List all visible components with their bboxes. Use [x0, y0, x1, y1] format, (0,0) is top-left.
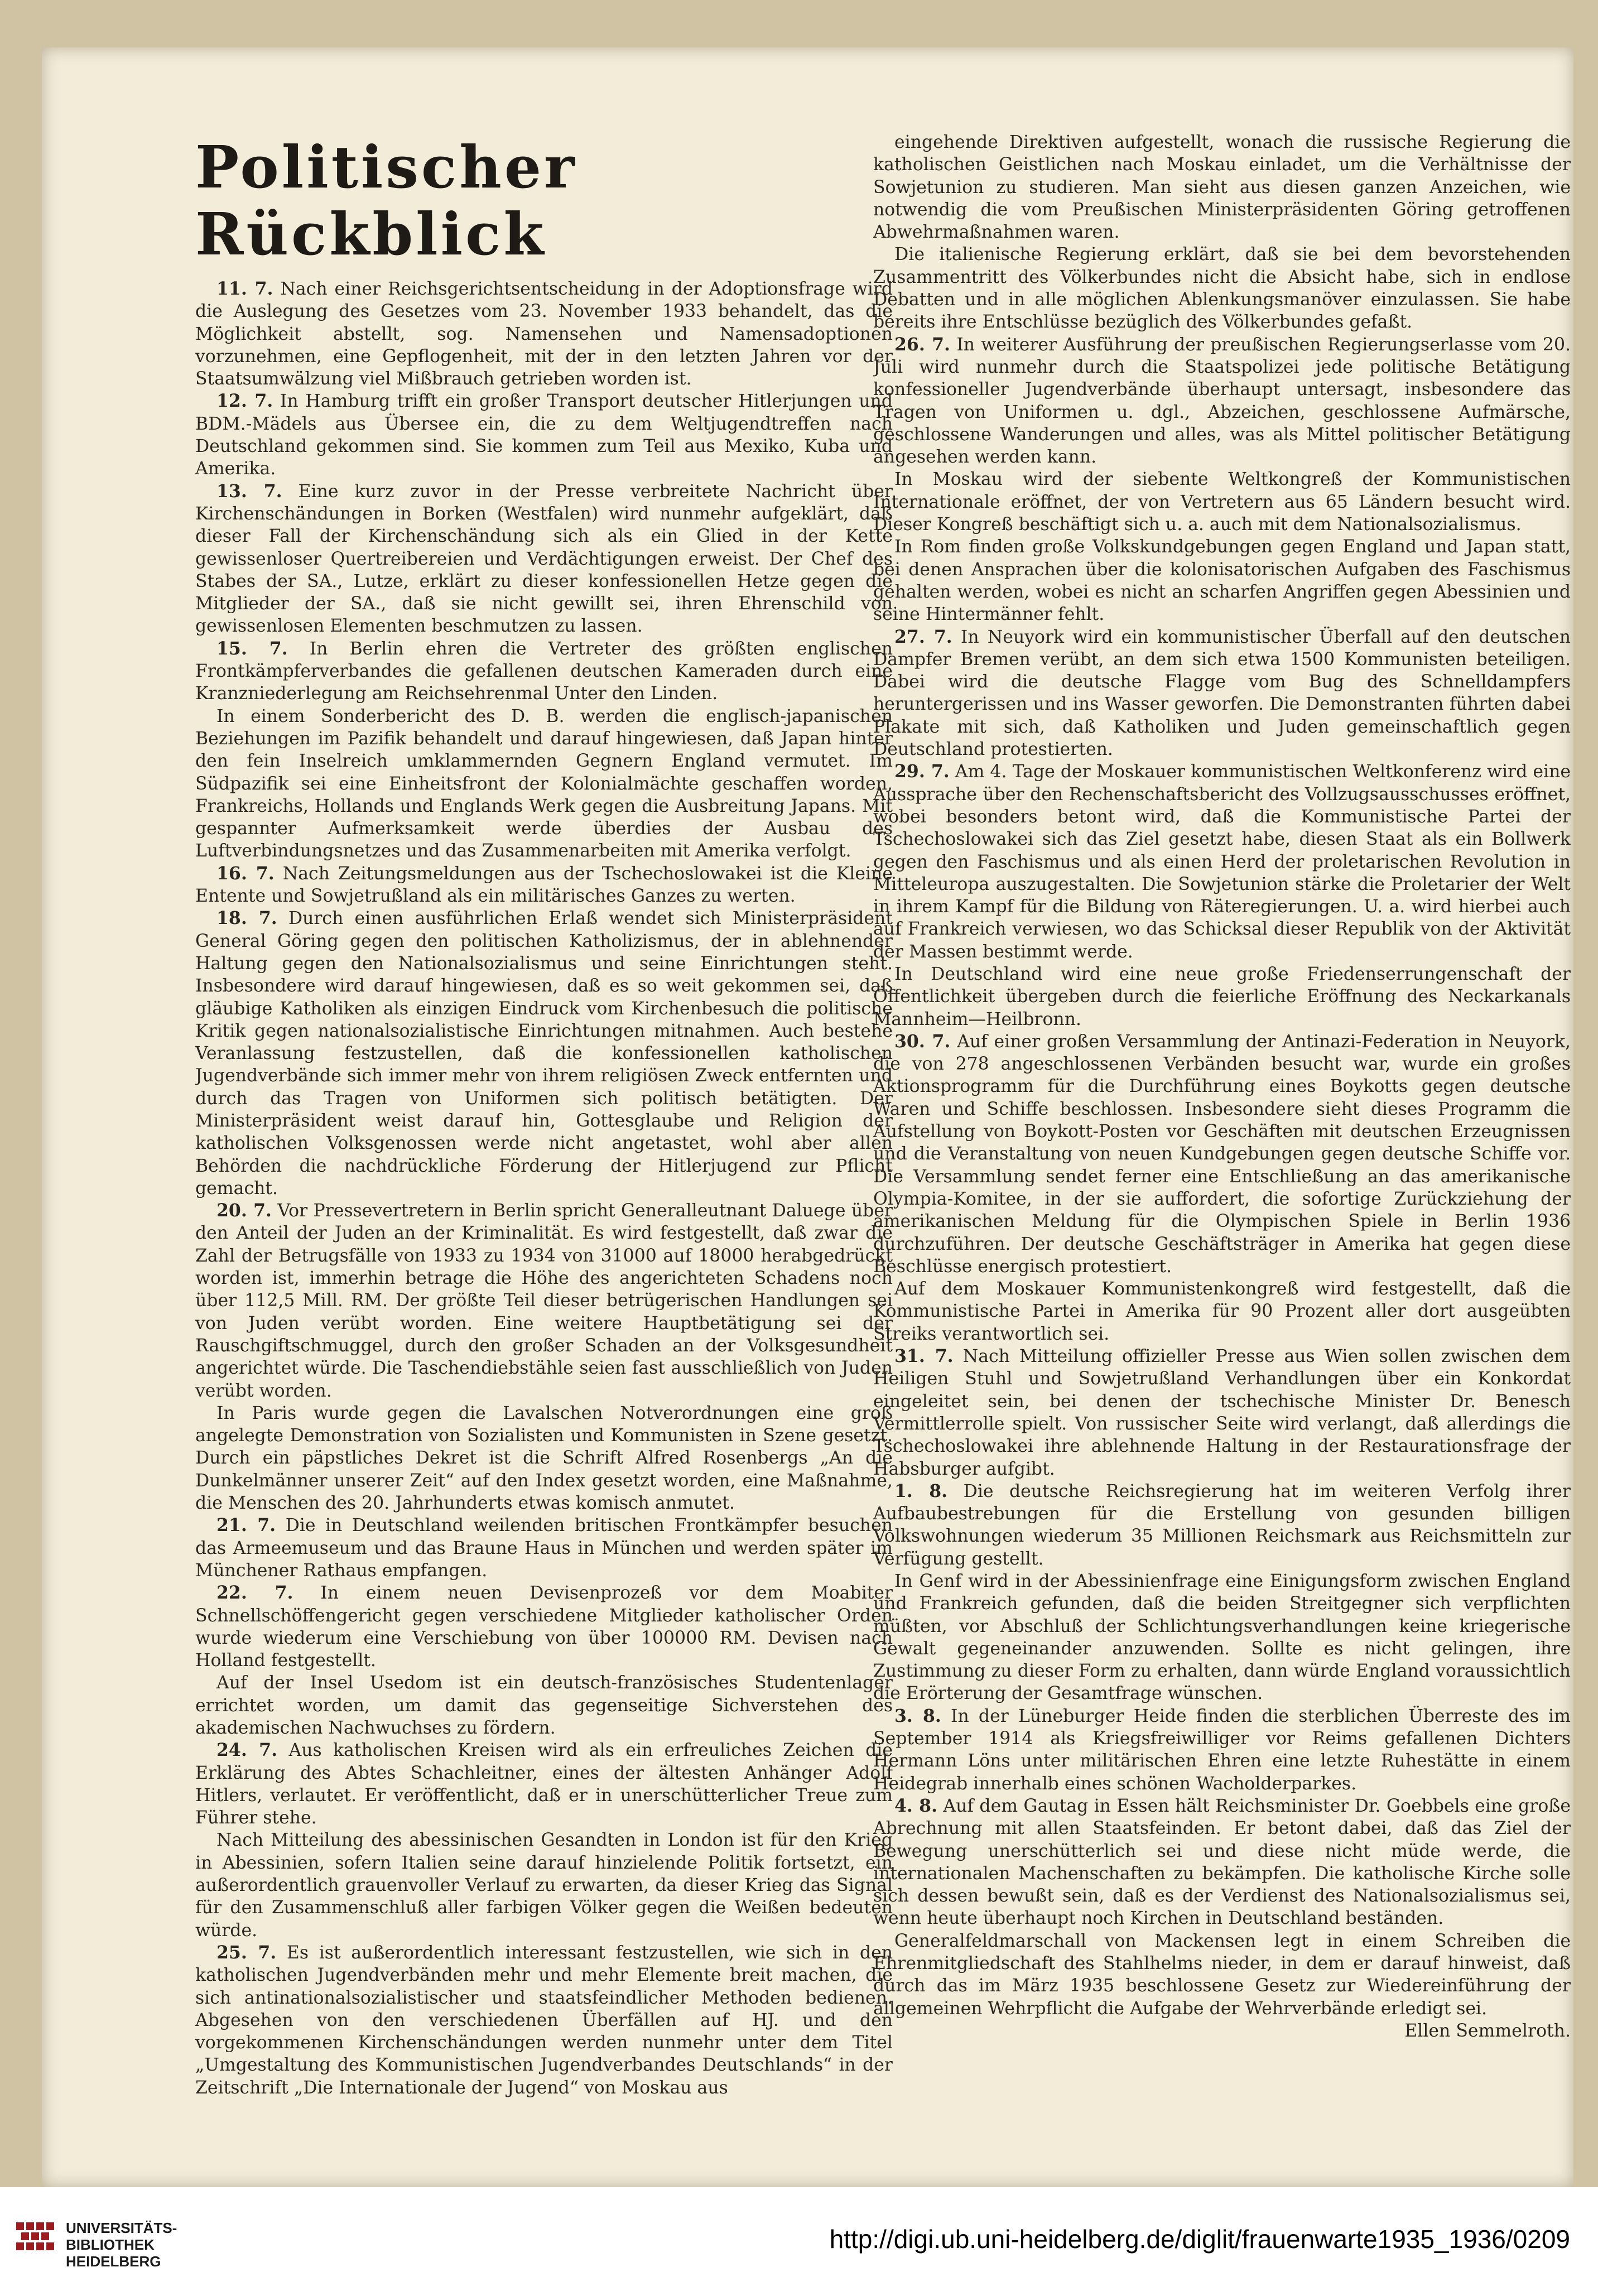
institution-line-2: BIBLIOTHEK — [66, 2236, 155, 2253]
entry-text: Auf einer großen Versammlung der Antinazi-Federation in Neuyork, die von 278 angeschlossenen Verbänden besucht war, wurde ein großes Aktionsprogramm für die Durchführung eines Boykotts gegen deutsche Waren und Schiffe beschlossen. Insbesondere sieht dieses Programm die Aufstellung von Boykott-Posten vor Geschäften mit deutschen Erzeugnissen und die Veranstaltung von neuen Kundgebungen gegen deutsche Schiffe vor. Die Versammlung sendet ferner eine Entschließung an das amerikanische Olympia-Komitee, in der sie auffordert, die sofortige Zurückziehung der amerikanischen Meldung für die Olympischen Spiele in Berlin 1936 durchzuführen. Der deutsche Geschäftsträger in Amerika hat gegen diese Beschlüsse energisch protestiert. — [873, 1031, 1571, 1277]
entry-text: In Deutschland wird eine neue große Friedenserrungenschaft der Öffentlichkeit übergeben durch die feierliche Eröffnung des Neckarkanals Mannheim—Heilbronn. — [873, 964, 1571, 1029]
article-paragraph — [873, 760, 1571, 963]
article-paragraph — [873, 1930, 1571, 2020]
entry-date: 4. 8. — [894, 1795, 938, 1816]
article-paragraph — [873, 468, 1571, 536]
entry-date: 20. 7. — [216, 1200, 272, 1221]
article-paragraph — [195, 705, 893, 863]
university-logo-icon — [14, 2218, 56, 2260]
institution-name — [66, 2220, 177, 2270]
article-paragraph — [195, 638, 893, 705]
entry-text: Durch einen ausführlichen Erlaß wendet sich Ministerpräsident General Göring gegen den politischen Katholizismus, der in ablehnender Haltung gegen den Nationalsozialismus und seine Einrichtungen steht. Insbesondere wird darauf hingewiesen, daß es so weit gekommen sei, daß gläubige Katholiken als einzigen Eindruck vom Kirchenbesuch die politische Kritik gegen nationalsozialistische Einrichtungen mitnahmen. Auch bestehe Veranlassung festzustellen, daß die konfessionellen katholischen Jugendverbände sich immer mehr von ihrem religiösen Zweck entfernten und durch das Tragen von Uniformen sich politisch betätigten. Der Ministerpräsident weist darauf hin, Gottesglaube und Religion der katholischen Volksgenossen werde nicht angetastet, wohl aber allen Behörden die nachdrückliche Förderung der Hitlerjugend zur Pflicht gemacht. — [195, 908, 893, 1198]
article-paragraph — [873, 1345, 1571, 1480]
entry-date: 1. 8. — [894, 1480, 948, 1501]
source-url-link[interactable]: http://digi.ub.uni-heidelberg.de/diglit/frauenwarte1935_1936/0209 — [829, 2225, 1570, 2254]
institution-line-1: UNIVERSITÄTS- — [66, 2220, 177, 2236]
entry-date: 21. 7. — [216, 1515, 276, 1536]
article-paragraph — [873, 536, 1571, 625]
entry-text: Die italienische Regierung erklärt, daß sie bei dem bevorstehenden Zusammentritt des Völkerbundes nicht die Absicht habe, sich in endlose Debatten und in alle möglichen Ablenkungsmanöver einzulassen. Sie habe bereits ihre Entschlüsse bezüglich des Völkerbundes gefaßt. — [873, 244, 1571, 333]
entry-text: Die deutsche Reichsregierung hat im weiteren Verfolg ihrer Aufbaubestrebungen für die Erstellung von gesunden billigen Volkswohnungen wiederum 35 Millionen Reichsmark aus Reichsmitteln zur Verfügung gestellt. — [873, 1481, 1571, 1569]
entry-text: Es ist außerordentlich interessant festzustellen, wie sich in den katholischen Jugendverbänden mehr und mehr Elemente breit machen, die sich antinationalsozialistischer und staatsfeindlicher Methoden bedienen. Abgesehen von den verschiedenen Überfällen auf HJ. und den vorgekommenen Kirchenschändungen werden nunmehr unter dem Titel „Umgestaltung des Kommunistischen Jugendverbandes Deutschlands“ in der Zeitschrift „Die Internationale der Jugend“ von Moskau aus — [195, 1942, 893, 2098]
article-paragraph — [873, 1480, 1571, 1570]
entry-text: Nach Mitteilung des abessinischen Gesandten in London ist für den Krieg in Abessinien, sofern Italien seine darauf hinzielende Politik fortsetzt, ein außerordentlich grauenvoller Verlauf zu erwarten, da dieser Krieg das Signal für den Zusammenschluß aller farbigen Völker gegen die Weißen bedeuten würde. — [195, 1830, 893, 1941]
entry-date: 22. 7. — [216, 1582, 293, 1604]
article-paragraph — [873, 1570, 1571, 1705]
entry-text: In Moskau wird der siebente Weltkongreß der Kommunistischen Internationale eröffnet, der von Vertretern aus 65 Ländern besucht wird. Dieser Kongreß beschäftigt sich u. a. auch mit dem Nationalsozialismus. — [873, 469, 1571, 535]
left-column — [195, 134, 893, 2232]
entry-text: Auf dem Moskauer Kommunistenkongreß wird festgestellt, daß die Kommunistische Partei in Amerika für 90 Prozent aller dort ausgeübten Streiks verantwortlich sei. — [873, 1279, 1571, 1344]
article-paragraph — [195, 863, 893, 908]
entry-text: In Neuyork wird ein kommunistischer Überfall auf den deutschen Dampfer Bremen verübt, an dem sich etwa 1500 Kommunisten beteiligen. Dabei wird die deutsche Flagge vom Bug des Schnelldampfers heruntergerissen und ins Wasser geworfen. Die Demonstranten führten dabei Plakate mit sich, daß Katholiken und Juden gemeinschaftlich gegen Deutschland protestierten. — [873, 627, 1571, 760]
article-paragraph — [873, 1031, 1571, 1278]
entry-date: 30. 7. — [894, 1031, 951, 1052]
entry-text: Vor Pressevertretern in Berlin spricht Generalleutnant Daluege über den Anteil der Juden an der Kriminalität. Es wird festgestellt, daß zwar die Zahl der Betrugsfälle von 1933 zu 1934 von 31000 auf 18000 herabgedrückt worden ist, immerhin betrage die Höhe des angerichteten Schadens noch über 112,5 Mill. RM. Der größte Teil dieser betrügerischen Handlungen sei von Juden verübt worden. Eine weitere Hauptbetätigung sei der Rauschgiftschmuggel, durch den großer Schaden an der Volksgesundheit angerichtet würde. Die Taschendiebstähle seien fast ausschließlich von Juden verübt worden. — [195, 1201, 893, 1401]
entry-text: In einem Sonderbericht des D. B. werden die englisch-japanischen Beziehungen im Pazifik behandelt und darauf hingewiesen, daß Japan hinter den fein Inselreich umklammernden Gegnern England vermutet. Im Südpazifik sei eine Einheitsfront der Kolonialmächte geschaffen worden, Frankreichs, Hollands und Englands Werk gegen die Ausbreitung Japans. Mit gespannter Aufmerksamkeit werde überdies der Ausbau des Luftverbindungsnetzes und das Zusammenarbeiten mit Amerika verfolgt. — [195, 706, 893, 861]
entry-date: 16. 7. — [216, 863, 275, 884]
entry-text: Auf der Insel Usedom ist ein deutsch-französisches Studentenlager errichtet worden, um damit das gegenseitige Sichverstehen des akademischen Nachwuchses zu fördern. — [195, 1673, 893, 1738]
right-column — [873, 131, 1571, 2229]
entry-date: 15. 7. — [216, 638, 288, 659]
entry-text: Generalfeldmarschall von Mackensen legt in einem Schreiben die Ehrenmitgliedschaft des Stahlhelms nieder, in dem er darauf hinweist, daß durch das im März 1935 beschlossene Gesetz zur Wiedereinführung der allgemeinen Wehrpflicht die Aufgabe der Wehrverbände erledigt sei. — [873, 1931, 1571, 2019]
scanned-page — [42, 47, 1573, 2187]
entry-date: 13. 7. — [216, 480, 282, 502]
entry-text: Eine kurz zuvor in der Presse verbreitete Nachricht über Kirchenschändungen in Borken (Westfalen) wird nunmehr aufgeklärt, daß dieser Fall der Kirchenschändung sich als ein Glied in der Kette gewissenloser Quertreibereien und Verdächtigungen erweist. Der Chef des Stabes der SA., Lutze, erklärt zu dieser konfessionellen Hetze gegen die Mitglieder der SA., daß sie nicht gewillt sei, ihren Ehrenschild von gewissenlosen Elementen beschmutzen zu lassen. — [195, 481, 893, 637]
entry-date: 25. 7. — [216, 1942, 277, 1963]
article-paragraph — [195, 1200, 893, 1402]
article-paragraph — [195, 390, 893, 480]
footer-bar — [0, 2187, 1598, 2296]
entry-text: In der Lüneburger Heide finden die sterblichen Überreste des im September 1914 als Kriegsfreiwilliger vor Reims gefallenen Dichters Hermann Löns unter militärischen Ehren eine letzte Ruhestätte in einem Heidegrab innerhalb eines schönen Wacholderparkes. — [873, 1706, 1571, 1794]
entry-text: Nach einer Reichsgerichtsentscheidung in der Adoptionsfrage wird die Auslegung des Gesetzes vom 23. November 1933 behandelt, das die Möglichkeit abstellt, sog. Namensehen und Namensadoptionen vorzunehmen, eine Gepflogenheit, mit der in den letzten Jahren vor der Staatsumwälzung viel Mißbrauch getrieben worden ist. — [195, 279, 893, 389]
institution-line-3: HEIDELBERG — [66, 2253, 161, 2270]
entry-text: Die in Deutschland weilenden britischen Frontkämpfer besuchen das Armeemuseum und das Braune Haus in München und werden später im Münchener Rathaus empfangen. — [195, 1515, 893, 1581]
article-paragraph — [195, 1672, 893, 1739]
article-paragraph — [195, 480, 893, 638]
entry-date: 24. 7. — [216, 1740, 278, 1761]
entry-text: Auf dem Gautag in Essen hält Reichsminister Dr. Goebbels eine große Abrechnung mit allen Staatsfeinden. Er betont dabei, daß das Ziel der Bewegung unerschütterlich sei und diese nicht müde werde, die internationalen Machenschaften zu bekämpfen. Die katholische Kirche solle sich dessen bewußt sein, daß es der Verdienst des Nationalsozialismus sei, wenn heute überhaupt noch Kirchen in Deutschland beständen. — [873, 1796, 1571, 1929]
entry-text: Am 4. Tage der Moskauer kommunistischen Weltkonferenz wird eine Aussprache über den Rechenschaftsbericht des Vollzugsausschusses eröffnet, wobei besonders betont wird, daß die Kommunistische Partei der Tschechoslowakei sich das Ziel gesetzt habe, diesen Staat als ein Bollwerk gegen den Faschismus und als einen Herd der proletarischen Revolution in Mitteleuropa auszugestalten. Die Sowjetunion stärke die Proletarier der Welt in ihrem Kampf für die Bildung von Räteregierungen. U. a. wird hierbei auch auf Frankreich verwiesen, wo das Schicksal dieser Republik von der Aktivität der Massen bestimmt werde. — [873, 762, 1571, 962]
article-paragraph — [195, 1514, 893, 1582]
entry-text: Nach Mitteilung offizieller Presse aus Wien sollen zwischen dem Heiligen Stuhl und Sowjetrußland Verhandlungen über ein Konkordat eingeleitet sein, bei denen der tschechische Minister Dr. Benesch Vermittlerrolle spielt. Von russischer Seite wird verlangt, daß allerdings die Tschechoslowakei ihre ablehnende Haltung in der Restaurationsfrage der Habsburger aufgibt. — [873, 1346, 1571, 1479]
entry-text: In weiterer Ausführung der preußischen Regierungserlasse vom 20. Juli wird nunmehr durch die Staatspolizei jede politische Betätigung konfessioneller Jugendverbände überhaupt untersagt, insbesondere das Tragen von Uniformen u. dgl., Abzeichen, geschlossene Aufmärsche, geschlossene Wanderungen und alles, was als Mittel politischer Betätigung angesehen werden kann. — [873, 334, 1571, 468]
article-paragraph — [195, 278, 893, 390]
entry-text: eingehende Direktiven aufgestellt, wonach die russische Regierung die katholischen Geistlichen nach Moskau einladet, um die Verhältnisse der Sowjetunion zu studieren. Man sieht aus diesen ganzen Anzeichen, wie notwendig die vom Preußischen Ministerpräsidenten Göring getroffenen Abwehrmaßnahmen waren. — [873, 132, 1571, 243]
article-paragraph — [873, 243, 1571, 333]
article-paragraph — [195, 1582, 893, 1672]
entry-date: 11. 7. — [216, 278, 273, 299]
author-signature: Ellen Semmelroth. — [1404, 2020, 1571, 2041]
article-paragraph — [195, 907, 893, 1200]
article-paragraph — [195, 1402, 893, 1514]
entry-date: 12. 7. — [216, 391, 273, 412]
article-paragraph — [873, 1795, 1571, 1930]
article-paragraph — [873, 334, 1571, 469]
entry-date: 18. 7. — [216, 908, 277, 929]
page-headline: Politischer Rückblick — [195, 134, 577, 268]
entry-text: In Paris wurde gegen die Lavalschen Notverordnungen eine groß angelegte Demonstration von Sozialisten und Kommunisten in Szene gesetzt. Durch ein päpstliches Dekret ist die Schrift Alfred Rosenbergs „An die Dunkelmänner unserer Zeit“ auf den Index gesetzt worden, eine Maßnahme, die Menschen des 20. Jahrhunderts etwas komisch anmutet. — [195, 1403, 893, 1514]
article-paragraph — [873, 626, 1571, 761]
article-paragraph — [873, 1705, 1571, 1795]
entry-text: In Genf wird in der Abessinienfrage eine Einigungsform zwischen England und Frankreich gefunden, daß die beiden Streitgegner sich verpflichten müßten, vor Abschluß der Schlichtungsverhandlungen keine kriegerische Gewalt gegeneinander anzuwenden. Sollte es nicht gelingen, ihre Zustimmung zu dieser Form zu erhalten, dann würde England voraussichtlich die Erörterung der Gesamtfrage wünschen. — [873, 1571, 1571, 1704]
entry-date: 27. 7. — [894, 626, 952, 647]
entry-text: In Berlin ehren die Vertreter des größten englischen Frontkämpferverbandes die gefallenen deutschen Kameraden durch eine Kranzniederlegung am Reichsehrenmal Unter den Linden. — [195, 638, 893, 704]
article-paragraph — [195, 1739, 893, 1829]
article-paragraph — [195, 1942, 893, 2099]
entry-text: In Hamburg trifft ein großer Transport deutscher Hitlerjungen und BDM.-Mädels aus Übersee ein, die zu dem Weltjugendtreffen nach Deutschland gekommen sind. Sie kommen zum Teil aus Mexiko, Kuba und Amerika. — [195, 391, 893, 479]
entry-date: 3. 8. — [894, 1705, 941, 1726]
article-paragraph — [873, 963, 1571, 1031]
entry-date: 29. 7. — [894, 761, 950, 782]
entry-date: 26. 7. — [894, 334, 950, 355]
entry-text: In einem neuen Devisenprozeß vor dem Moabiter Schnellschöffengericht gegen verschiedene Mitglieder katholischer Orden wurde wiederum eine Verschiebung von über 100000 RM. Devisen nach Holland festgestellt. — [195, 1583, 893, 1671]
entry-text: Nach Zeitungsmeldungen aus der Tschechoslowakei ist die Kleine Entente und Sowjetrußland als ein militärisches Ganzes zu werten. — [195, 863, 893, 907]
entry-date: 31. 7. — [894, 1346, 954, 1367]
entry-text: In Rom finden große Volkskundgebungen gegen England und Japan statt, bei denen Ansprachen über die kolonisatorischen Aufgaben des Faschismus gehalten werden, wobei es nicht an scharfen Angriffen gegen Abessinien und seine Hintermänner fehlt. — [873, 537, 1571, 625]
article-paragraph — [873, 131, 1571, 243]
article-paragraph — [873, 1278, 1571, 1345]
article-paragraph — [195, 1829, 893, 1941]
entry-text: Aus katholischen Kreisen wird als ein erfreuliches Zeichen die Erklärung des Abtes Schachleitner, eines der ältesten Anhänger Adolf Hitlers, verlautet. Er veröffentlicht, daß er in unerschütterlicher Treue zum Führer stehe. — [195, 1740, 893, 1828]
